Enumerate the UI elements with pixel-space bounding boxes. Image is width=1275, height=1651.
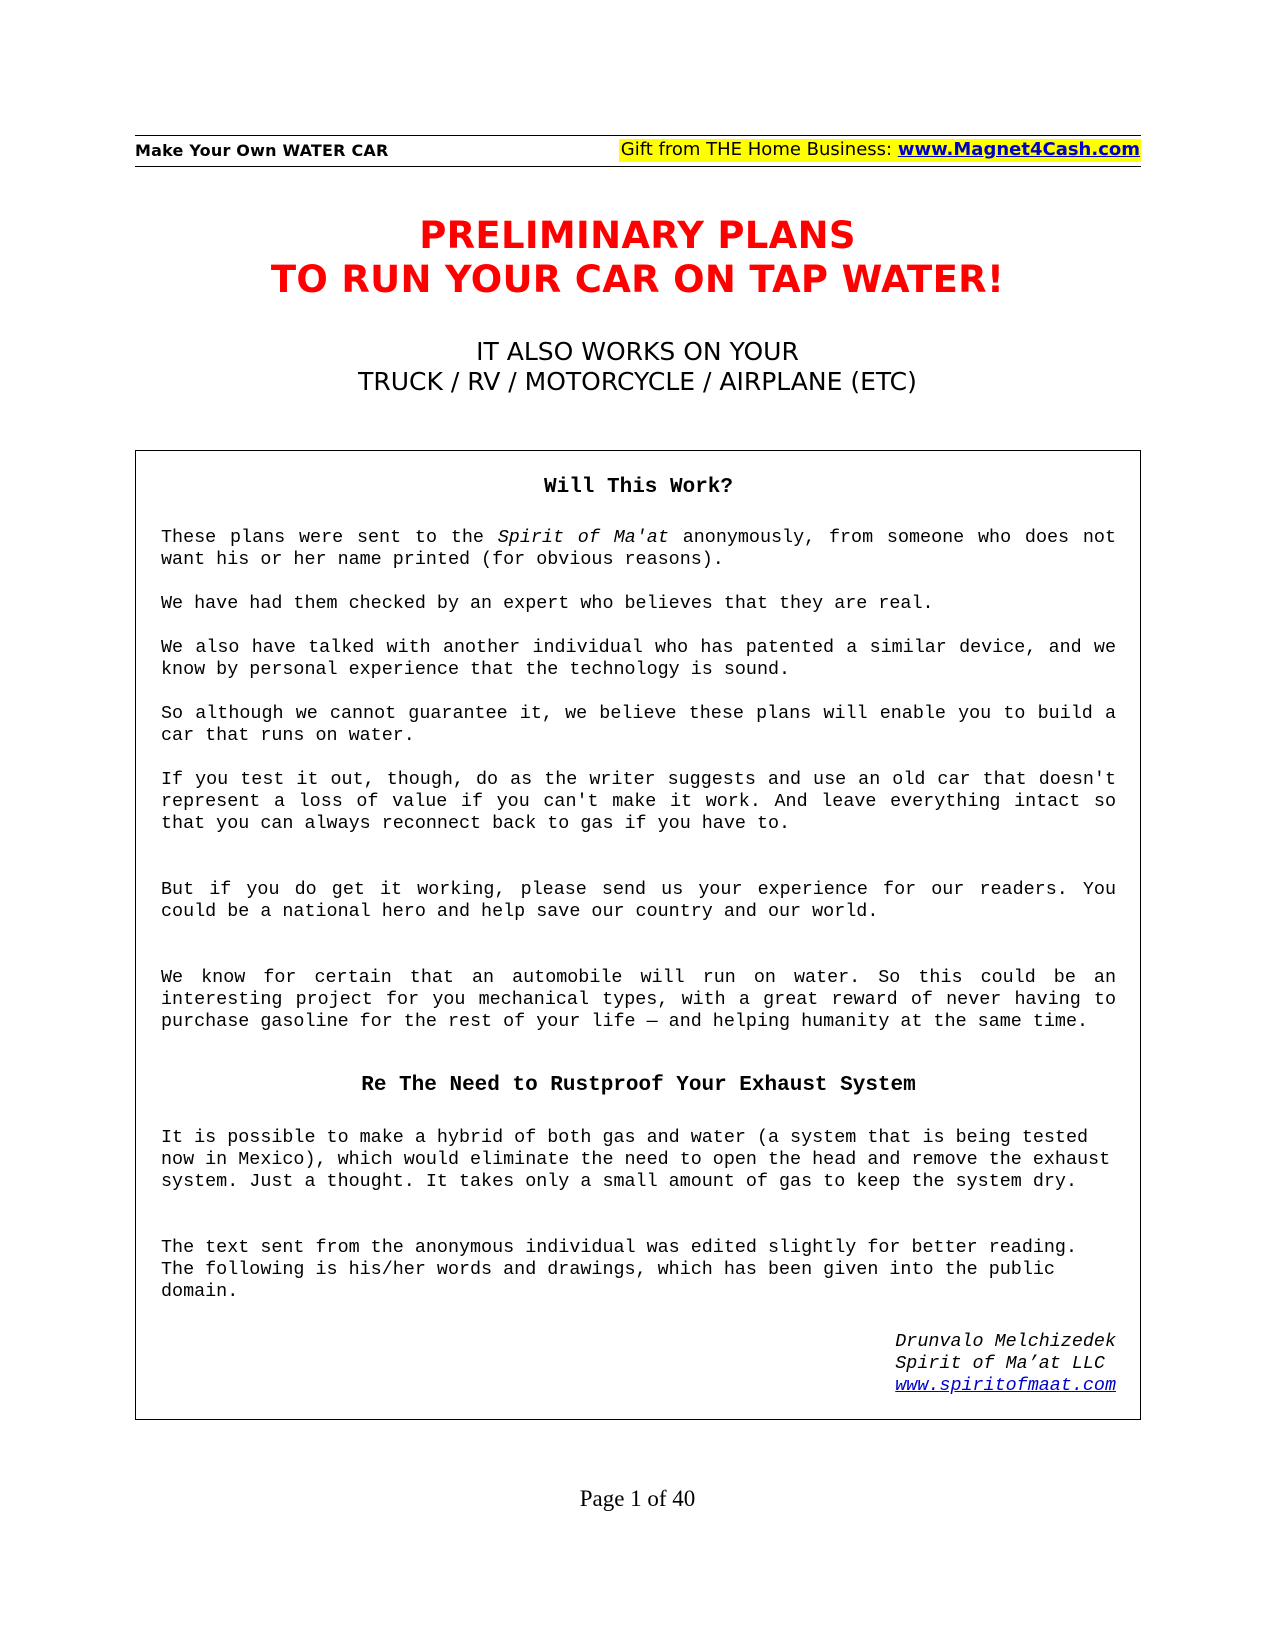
gift-banner <box>619 139 1141 162</box>
paragraph-1-start: These plans were sent to the <box>161 527 498 548</box>
gift-text: Gift from THE Home Business: <box>620 139 898 160</box>
paragraph-4: So although we cannot guarantee it, we believe these plans will enable you to build a car that runs on water. <box>161 703 1116 746</box>
paragraph-7: We know for certain that an automobile will run on water. So this could be an interesting project for you mechanical types, with a great reward of never having to purchase gasoline for the rest of your life — and helping humanity at the same time. <box>161 967 1116 1032</box>
subtitle-line-1: IT ALSO WORKS ON YOUR <box>476 337 799 366</box>
main-title-line-1: PRELIMINARY PLANS <box>419 214 856 257</box>
subtitle-line-2: TRUCK / RV / MOTORCYCLE / AIRPLANE (ETC) <box>358 367 917 396</box>
page-number: Page 1 of 40 <box>579 1486 696 1511</box>
paragraph-1 <box>161 527 1116 571</box>
heading-rustproof: Re The Need to Rustproof Your Exhaust System <box>361 1074 916 1097</box>
spirit-of-maat-name: Spirit of Ma'at <box>497 527 669 548</box>
paragraph-1-end: anonymously, from someone who does not want his or her name printed (for obvious reasons). <box>161 527 1117 570</box>
paragraph-6: But if you do get it working, please send us your experience for our readers. You could be a national hero and help save our country and our world. <box>161 879 1116 922</box>
signature-name: Drunvalo Melchizedek <box>895 1331 1116 1352</box>
magnet4cash-link[interactable]: www.Magnet4Cash.com <box>897 139 1140 160</box>
paragraph-8: It is possible to make a hybrid of both gas and water (a system that is being tested now in Mexico), which would eliminate the need to open the head and remove the exhaust system. Just a thought. It takes only a small amount of gas to keep the system dry. <box>161 1127 1111 1192</box>
signature-org: Spirit of Ma’at LLC <box>895 1353 1105 1374</box>
paragraph-5: If you test it out, though, do as the writer suggests and use an old car that doesn't represent a loss of value if you can't make it work. And leave everything intact so that you can always reconnect back to gas if you have to. <box>161 769 1116 834</box>
info-box <box>135 450 1141 1420</box>
running-header <box>135 135 1141 167</box>
paragraph-3: We also have talked with another individual who has patented a similar device, and we know by personal experience that the technology is sound. <box>161 637 1116 680</box>
signature-block <box>895 1331 1116 1397</box>
spiritofmaat-link[interactable]: www.spiritofmaat.com <box>895 1375 1116 1396</box>
heading-will-this-work: Will This Work? <box>543 476 734 499</box>
main-title-line-2: TO RUN YOUR CAR ON TAP WATER! <box>270 258 1005 301</box>
document-title: Make Your Own WATER CAR <box>135 141 389 160</box>
paragraph-9: The text sent from the anonymous individual was edited slightly for better reading. The following is his/her words and drawings, which has been given into the public domain. <box>161 1237 1078 1302</box>
paragraph-2: We have had them checked by an expert who believes that they are real. <box>161 593 934 614</box>
